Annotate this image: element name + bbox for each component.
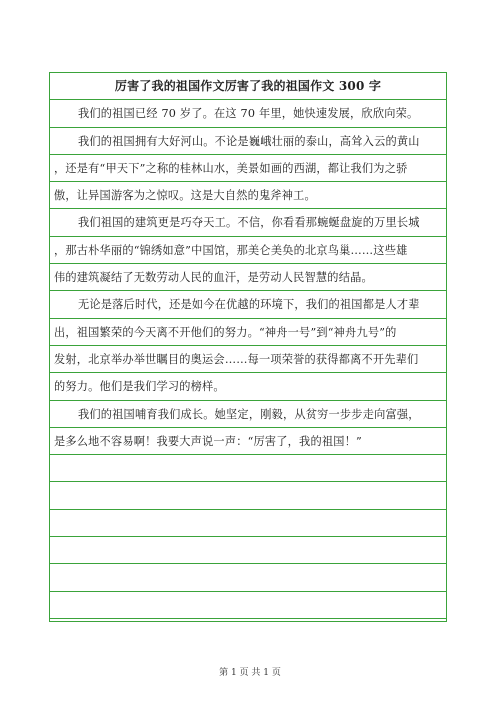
- essay-line: 发射，北京举办举世瞩目的奥运会……每一项荣誉的获得都离不开先辈们: [50, 346, 446, 373]
- essay-line: ，那古朴华丽的“锦绣如意”中国馆，那美仑美奂的北京鸟巢……这些雄: [50, 237, 446, 264]
- essay-line: 我们祖国的建筑更是巧夺天工。不信，你看看那蜿蜒盘旋的万里长城: [50, 209, 446, 236]
- empty-line: [50, 564, 446, 591]
- empty-line: [50, 537, 446, 564]
- empty-line: [50, 592, 446, 619]
- essay-line: 我们的祖国已经 70 岁了。在这 70 年里，她快速发展，欣欣向荣。: [50, 100, 446, 127]
- empty-line: [50, 619, 446, 646]
- essay-line: 是多么地不容易啊！我要大声说一声：“厉害了，我的祖国！”: [50, 428, 446, 455]
- page-number-footer: 第 1 页 共 1 页: [219, 668, 281, 678]
- essay-line: 我们的祖国拥有大好河山。不论是巍峨壮丽的泰山，高耸入云的黄山: [50, 128, 446, 155]
- empty-line: [50, 482, 446, 509]
- essay-line: 伟的建筑凝结了无数劳动人民的血汗，是劳动人民智慧的结晶。: [50, 264, 446, 291]
- essay-grid-sheet: [49, 72, 447, 622]
- essay-line: 无论是落后时代，还是如今在优越的环境下，我们的祖国都是人才辈: [50, 291, 446, 318]
- essay-rows: [50, 73, 446, 646]
- essay-line: 傲，让异国游客为之惊叹。这是大自然的鬼斧神工。: [50, 182, 446, 209]
- essay-line: 我们的祖国哺育我们成长。她坚定，刚毅，从贫穷一步步走向富强，: [50, 401, 446, 428]
- empty-line: [50, 455, 446, 482]
- essay-line: 出，祖国繁荣的今天离不开他们的努力。“神舟一号”到“神舟九号”的: [50, 319, 446, 346]
- essay-line: 的努力。他们是我们学习的榜样。: [50, 373, 446, 400]
- essay-line: ，还是有“甲天下”之称的桂林山水，美景如画的西湖，都让我们为之骄: [50, 155, 446, 182]
- essay-title: 厉害了我的祖国作文厉害了我的祖国作文 300 字: [50, 73, 446, 100]
- empty-line: [50, 510, 446, 537]
